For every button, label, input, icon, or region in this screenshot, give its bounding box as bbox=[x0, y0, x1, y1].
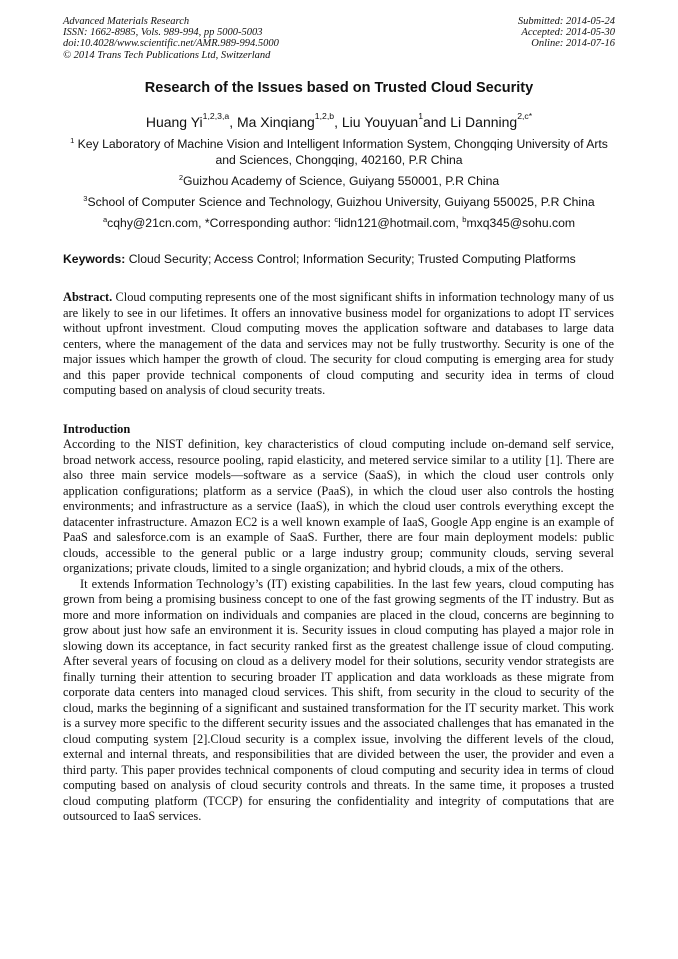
author-name: , Liu Youyuan bbox=[334, 114, 419, 130]
author-name: and Li Danning bbox=[423, 114, 518, 130]
keywords-label: Keywords: bbox=[63, 252, 126, 266]
affiliation-text: Guizhou Academy of Science, Guiyang 550001, P.R China bbox=[183, 174, 500, 188]
email-mark: c bbox=[334, 215, 339, 225]
affiliation-mark: 1 bbox=[70, 136, 75, 146]
author-affiliation-mark: 1,2,b bbox=[314, 110, 335, 121]
author-affiliation-mark: 2,c* bbox=[517, 110, 533, 121]
accepted-date: Accepted: 2014-05-30 bbox=[521, 27, 615, 39]
email-text: cqhy@21cn.com, *Corresponding author: bbox=[107, 216, 335, 230]
journal-header bbox=[63, 16, 279, 61]
abstract-label: Abstract. bbox=[63, 290, 113, 304]
introduction-body bbox=[63, 437, 614, 825]
email-mark: b bbox=[462, 215, 467, 225]
abstract bbox=[63, 290, 614, 399]
affiliation-mark: 2 bbox=[178, 173, 184, 183]
affiliation-mark: 3 bbox=[83, 194, 88, 204]
paper-title: Research of the Issues based on Trusted Cloud Security bbox=[144, 80, 534, 96]
issn-line: ISSN: 1662-8985, Vols. 989-994, pp 5000-5003 bbox=[63, 27, 263, 39]
keywords-line bbox=[63, 252, 615, 266]
paragraph: According to the NIST definition, key characteristics of cloud computing include on-demand self service, broad network access, resource pooling, rapid elasticity, and metered service similar to a utility [1]. There are also three main service models—software as a service (SaaS), in which the cloud user controls only application configurations; platform as a service (PaaS), in which the cloud user also controls the hosting environments; and infrastructure as a service (IaaS), in which the cloud user controls everything except the datacenter infrastructure. Amazon EC2 is a well known example of IaaS, Google App engine is an example of PaaS and salesforce.com is an example of SaaS. Further, there are four main deployment models: public clouds, accessible to the general public or a large industry group; community clouds, serving several organizations; private clouds, limited to a single organization; and hybrid clouds, a mix of the others. bbox=[63, 437, 614, 575]
email-text: lidn121@hotmail.com, bbox=[338, 216, 463, 230]
author-name: , Ma Xinqiang bbox=[229, 114, 315, 130]
online-date: Online: 2014-07-16 bbox=[531, 38, 615, 50]
author-name: Huang Yi bbox=[145, 114, 203, 130]
doi-line: doi:10.4028/www.scientific.net/AMR.989-994.5000 bbox=[63, 38, 279, 50]
author-affiliation-mark: 1,2,3,a bbox=[202, 110, 230, 121]
affiliation-text: School of Computer Science and Technology, Guizhou University, Guiyang 550025, P.R China bbox=[87, 195, 595, 209]
email-text: mxq345@sohu.com bbox=[466, 216, 576, 230]
affiliation-3 bbox=[63, 194, 615, 210]
section-heading-introduction: Introduction bbox=[63, 422, 131, 436]
abstract-text: Cloud computing represents one of the most significant shifts in information technology many of us are likely to see in our lifetimes. It offers an innovative business model for organizations to adopt IT services without upfront investment. Cloud computing moves the application software and databases to large data centers, where the management of the data and services may not be fully trustworthy. Security is one of the major issues which hamper the growth of cloud. The security for cloud computing is emerging area for study and this paper provide technical components of cloud computing and security idea in terms of cloud computing based on analysis of cloud security treats. bbox=[63, 290, 614, 397]
author-affiliation-mark: 1 bbox=[418, 110, 424, 121]
affiliation-text: Key Laboratory of Machine Vision and Intelligent Information System, Chongqing University of Arts and Sciences, Chongqing, 402160, P.R China bbox=[74, 137, 608, 167]
author-list bbox=[0, 110, 678, 130]
affiliation-2 bbox=[63, 173, 615, 189]
copyright-line: © 2014 Trans Tech Publications Ltd, Switzerland bbox=[63, 49, 271, 61]
dates-header bbox=[518, 16, 615, 50]
author-emails bbox=[63, 215, 615, 231]
journal-name: Advanced Materials Research bbox=[63, 16, 190, 27]
email-mark: a bbox=[102, 215, 108, 225]
keywords-text: Cloud Security; Access Control; Information Security; Trusted Computing Platforms bbox=[125, 252, 576, 266]
submitted-date: Submitted: 2014-05-24 bbox=[517, 16, 615, 27]
paragraph: It extends Information Technology’s (IT) existing capabilities. In the last few years, cloud computing has grown from being a promising business concept to one of the fast growing segments of the IT industry. But as more and more information on individuals and companies are placed in the cloud, concerns are beginning to grow about just how safe an environment it is. Security issues in cloud computing has played a major role in slowing down its acceptance, in fact security ranked first as the greatest challenge issue of cloud computing. After several years of focusing on cloud as a delivery model for their solutions, security vendor strategists are finally turning their attention to securing broader IT application and data workloads as these migrate from corporate data centers into managed cloud services. This shift, from security in the cloud to security of the cloud, marks the beginning of a significant and sustained transformation for the IT security market. This work is a survey more specific to the different security issues and the associated challenges that has emanated in the cloud computing system [2].Cloud security is a complex issue, involving the different levels of the cloud, external and internal threats, and responsibilities that are divided between the user, the provider and even a third party. This paper provides technical components of cloud computing and security idea in terms of cloud computing based on analysis of cloud security controls and threats. In the same time, it proposes a trusted cloud computing platform (TCCP) for ensuring the confidentiality and integrity of computations that are outsourced to IaaS services. bbox=[63, 576, 614, 823]
affiliation-1 bbox=[63, 136, 615, 168]
